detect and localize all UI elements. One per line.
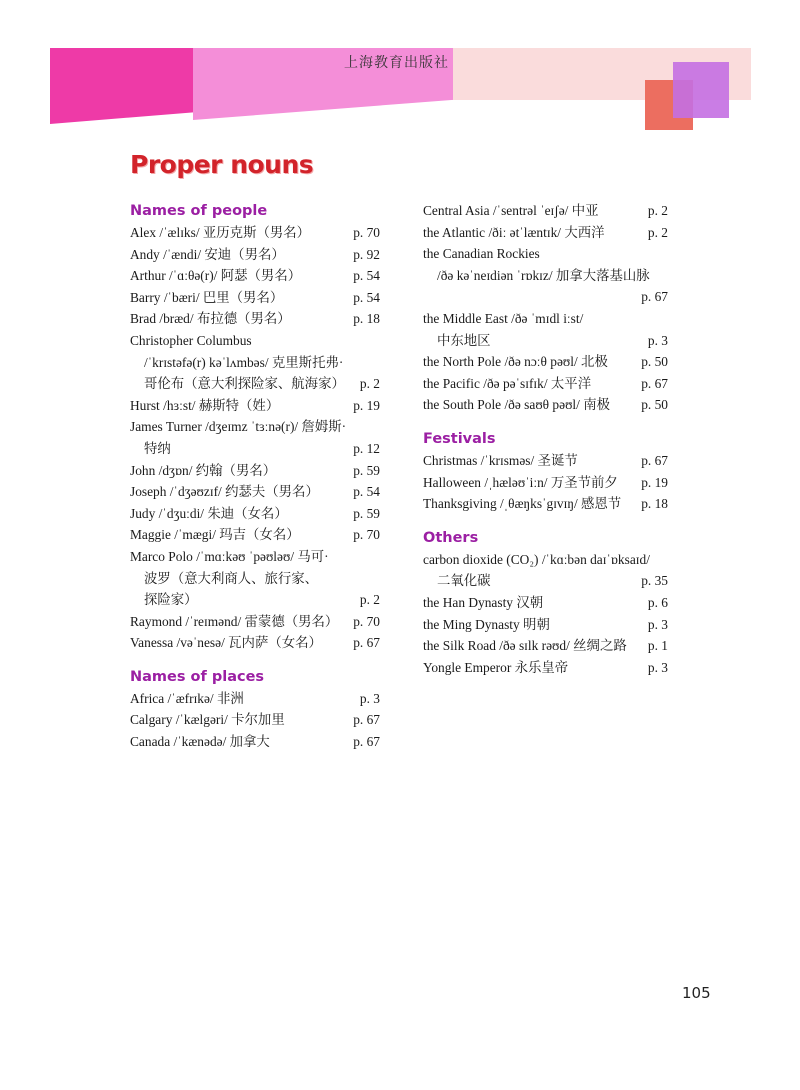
entry-text-continued: 中东地区: [437, 332, 491, 348]
index-entry: [130, 611, 380, 633]
page-title: Proper nouns: [130, 150, 314, 179]
entry-page-ref: p. 54: [353, 484, 380, 500]
entry-text: Africa /ˈæfrɪkə/ 非洲: [130, 690, 244, 706]
index-entry: [130, 244, 380, 266]
entry-text: Andy /ˈændi/ 安迪（男名）: [130, 246, 285, 262]
entry-text: Canada /ˈkænədə/ 加拿大: [130, 734, 270, 750]
entry-text: the Atlantic /ðiː ətˈlæntɪk/ 大西洋: [423, 224, 605, 240]
entry-page-ref: p. 67: [641, 289, 668, 305]
entry-page-ref: p. 18: [353, 311, 380, 327]
entry-text: the Han Dynasty 汉朝: [423, 594, 544, 610]
entry-page-ref: p. 19: [353, 397, 380, 413]
header-band-magenta: [50, 48, 218, 124]
entry-page-ref: p. 12: [353, 440, 380, 456]
section-heading: Names of people: [130, 203, 268, 219]
section-heading: Others: [423, 529, 479, 546]
index-entry: [130, 731, 380, 753]
entry-text: John /dʒɒn/ 约翰（男名）: [130, 462, 277, 478]
index-section: [130, 666, 380, 753]
right-column: [423, 200, 668, 690]
entry-page-ref: p. 54: [353, 268, 380, 284]
entry-text: Joseph /ˈdʒəʊzɪf/ 约瑟夫（男名）: [130, 484, 319, 500]
entry-page-ref: p. 70: [353, 527, 380, 543]
index-entry: [423, 657, 668, 679]
entry-page-ref: p. 59: [353, 462, 380, 478]
entry-page-ref: p. 2: [647, 203, 668, 218]
entry-page-ref: p. 70: [353, 613, 380, 629]
index-section: [130, 200, 380, 654]
index-entry: [130, 416, 380, 459]
entry-text-continued: 哥伦布（意大利探险家、航海家）: [144, 376, 345, 392]
entry-page-ref: p. 67: [641, 452, 668, 468]
entry-text: Raymond /ˈreɪmənd/ 雷蒙德（男名）: [130, 613, 339, 629]
entry-text-continued: /ðə kəˈneɪdiən ˈrɒkɪz/ 加拿大落基山脉: [437, 267, 650, 283]
entry-text: Maggie /ˈmægi/ 玛吉（女名）: [130, 527, 300, 543]
index-entry: [130, 481, 380, 503]
entry-text: the North Pole /ðə nɔːθ pəʊl/ 北极: [423, 354, 608, 370]
index-entry: [130, 688, 380, 710]
entry-text: James Turner /dʒeɪmz ˈtɜːnə(r)/ 詹姆斯·: [130, 419, 347, 435]
entry-text: Yongle Emperor 永乐皇帝: [423, 659, 569, 675]
entry-page-ref: p. 67: [641, 375, 668, 391]
entry-text: Brad /bræd/ 布拉德（男名）: [130, 311, 291, 327]
entry-page-ref: p. 3: [647, 659, 668, 675]
entry-text: Arthur /ˈɑːθə(r)/ 阿瑟（男名）: [130, 268, 302, 284]
index-entry: [423, 222, 668, 244]
index-entry: [130, 709, 380, 731]
section-heading: Festivals: [423, 430, 496, 447]
entry-page-ref: p. 50: [641, 354, 668, 370]
index-section: [423, 428, 668, 515]
entry-text: Central Asia /ˈsentrəl ˈeɪʃə/ 中亚: [423, 203, 599, 218]
index-entry: [130, 395, 380, 417]
entry-text: Barry /ˈbæri/ 巴里（男名）: [130, 289, 284, 305]
entry-page-ref: p. 50: [641, 397, 668, 413]
index-section: [423, 527, 668, 679]
entry-page-ref: p. 35: [641, 573, 668, 589]
index-entry: [423, 351, 668, 373]
entry-text: carbon dioxide (CO₂) /ˈkɑːbən daɪˈɒksaɪd/: [423, 551, 650, 567]
index-entry: [423, 614, 668, 636]
entry-page-ref: p. 2: [359, 592, 380, 608]
header-square-violet: [673, 62, 729, 118]
entry-text: Marco Polo /ˈmɑːkəʊ ˈpəʊləʊ/ 马可·: [130, 548, 329, 564]
entry-text-continued: 探险家）: [144, 592, 198, 608]
page-number: 105: [682, 984, 711, 1002]
entry-text-continued: 二氧化碳: [437, 573, 491, 589]
index-entry: [423, 472, 668, 494]
index-entry: [130, 287, 380, 309]
entry-page-ref: p. 67: [353, 712, 380, 728]
index-entry: [130, 503, 380, 525]
entry-text: Calgary /ˈkælgəri/ 卡尔加里: [130, 712, 285, 728]
publisher-name: 上海教育出版社: [344, 55, 449, 71]
index-section: [423, 200, 668, 416]
entry-page-ref: p. 54: [353, 289, 380, 305]
index-entry: [423, 493, 668, 515]
entry-text-continued: 波罗（意大利商人、旅行家、: [144, 570, 319, 586]
entry-text-continued: /ˈkrɪstəfə(r) kəˈlʌmbəs/ 克里斯托弗·: [144, 354, 344, 370]
index-entry: [423, 373, 668, 395]
entry-text: Thanksgiving /ˌθæŋksˈgɪvɪŋ/ 感恩节: [423, 496, 622, 512]
index-entry: [130, 546, 380, 611]
index-entry: [130, 632, 380, 654]
entry-page-ref: p. 67: [353, 734, 380, 750]
entry-page-ref: p. 67: [353, 635, 380, 651]
index-entry: [130, 308, 380, 330]
entry-text: Halloween /ˌhæləʊˈiːn/ 万圣节前夕: [423, 474, 618, 490]
index-entry: [130, 330, 380, 395]
index-entry: [423, 450, 668, 472]
entry-text: the Silk Road /ðə sɪlk rəʊd/ 丝绸之路: [423, 638, 627, 654]
entry-text: the Middle East /ðə ˈmɪdl iːst/: [423, 310, 584, 326]
entry-text: Alex /ˈælɪks/ 亚历克斯（男名）: [130, 225, 311, 240]
entry-page-ref: p. 6: [647, 594, 668, 610]
entry-page-ref: p. 3: [359, 690, 380, 706]
entry-text: Judy /ˈdʒuːdi/ 朱迪（女名）: [130, 505, 288, 521]
entry-text: Vanessa /vəˈnesə/ 瓦内萨（女名）: [130, 635, 322, 651]
entry-text: the Ming Dynasty 明朝: [423, 616, 550, 632]
entry-page-ref: p. 70: [353, 225, 380, 240]
entry-text: Hurst /hɜːst/ 赫斯特（姓）: [130, 397, 280, 413]
entry-page-ref: p. 2: [647, 224, 668, 240]
entry-page-ref: p. 19: [641, 474, 668, 490]
left-column: [130, 200, 380, 765]
index-entry: [423, 635, 668, 657]
entry-text: the Canadian Rockies: [423, 246, 540, 262]
entry-page-ref: p. 2: [359, 376, 380, 392]
index-entry: [130, 460, 380, 482]
entry-page-ref: p. 3: [647, 332, 668, 348]
entry-text-continued: 特纳: [144, 440, 171, 456]
entry-page-ref: p. 92: [353, 246, 380, 262]
index-entry: [423, 394, 668, 416]
index-entry: [130, 524, 380, 546]
entry-page-ref: p. 59: [353, 505, 380, 521]
entry-page-ref: p. 3: [647, 616, 668, 632]
entry-page-ref: p. 18: [641, 496, 668, 512]
entry-text: Christopher Columbus: [130, 332, 252, 348]
index-entry: [423, 592, 668, 614]
section-heading: Names of places: [130, 668, 265, 685]
entry-page-ref: p. 1: [647, 638, 668, 654]
index-entry: [423, 200, 668, 222]
index-entry: [130, 222, 380, 244]
index-entry: [130, 265, 380, 287]
index-entry: [423, 308, 668, 351]
index-entry: [423, 243, 668, 308]
entry-text: the Pacific /ðə pəˈsɪfɪk/ 太平洋: [423, 375, 592, 391]
entry-text: Christmas /ˈkrɪsməs/ 圣诞节: [423, 452, 578, 468]
index-entry: [423, 549, 668, 592]
entry-text: the South Pole /ðə saʊθ pəʊl/ 南极: [423, 397, 610, 413]
